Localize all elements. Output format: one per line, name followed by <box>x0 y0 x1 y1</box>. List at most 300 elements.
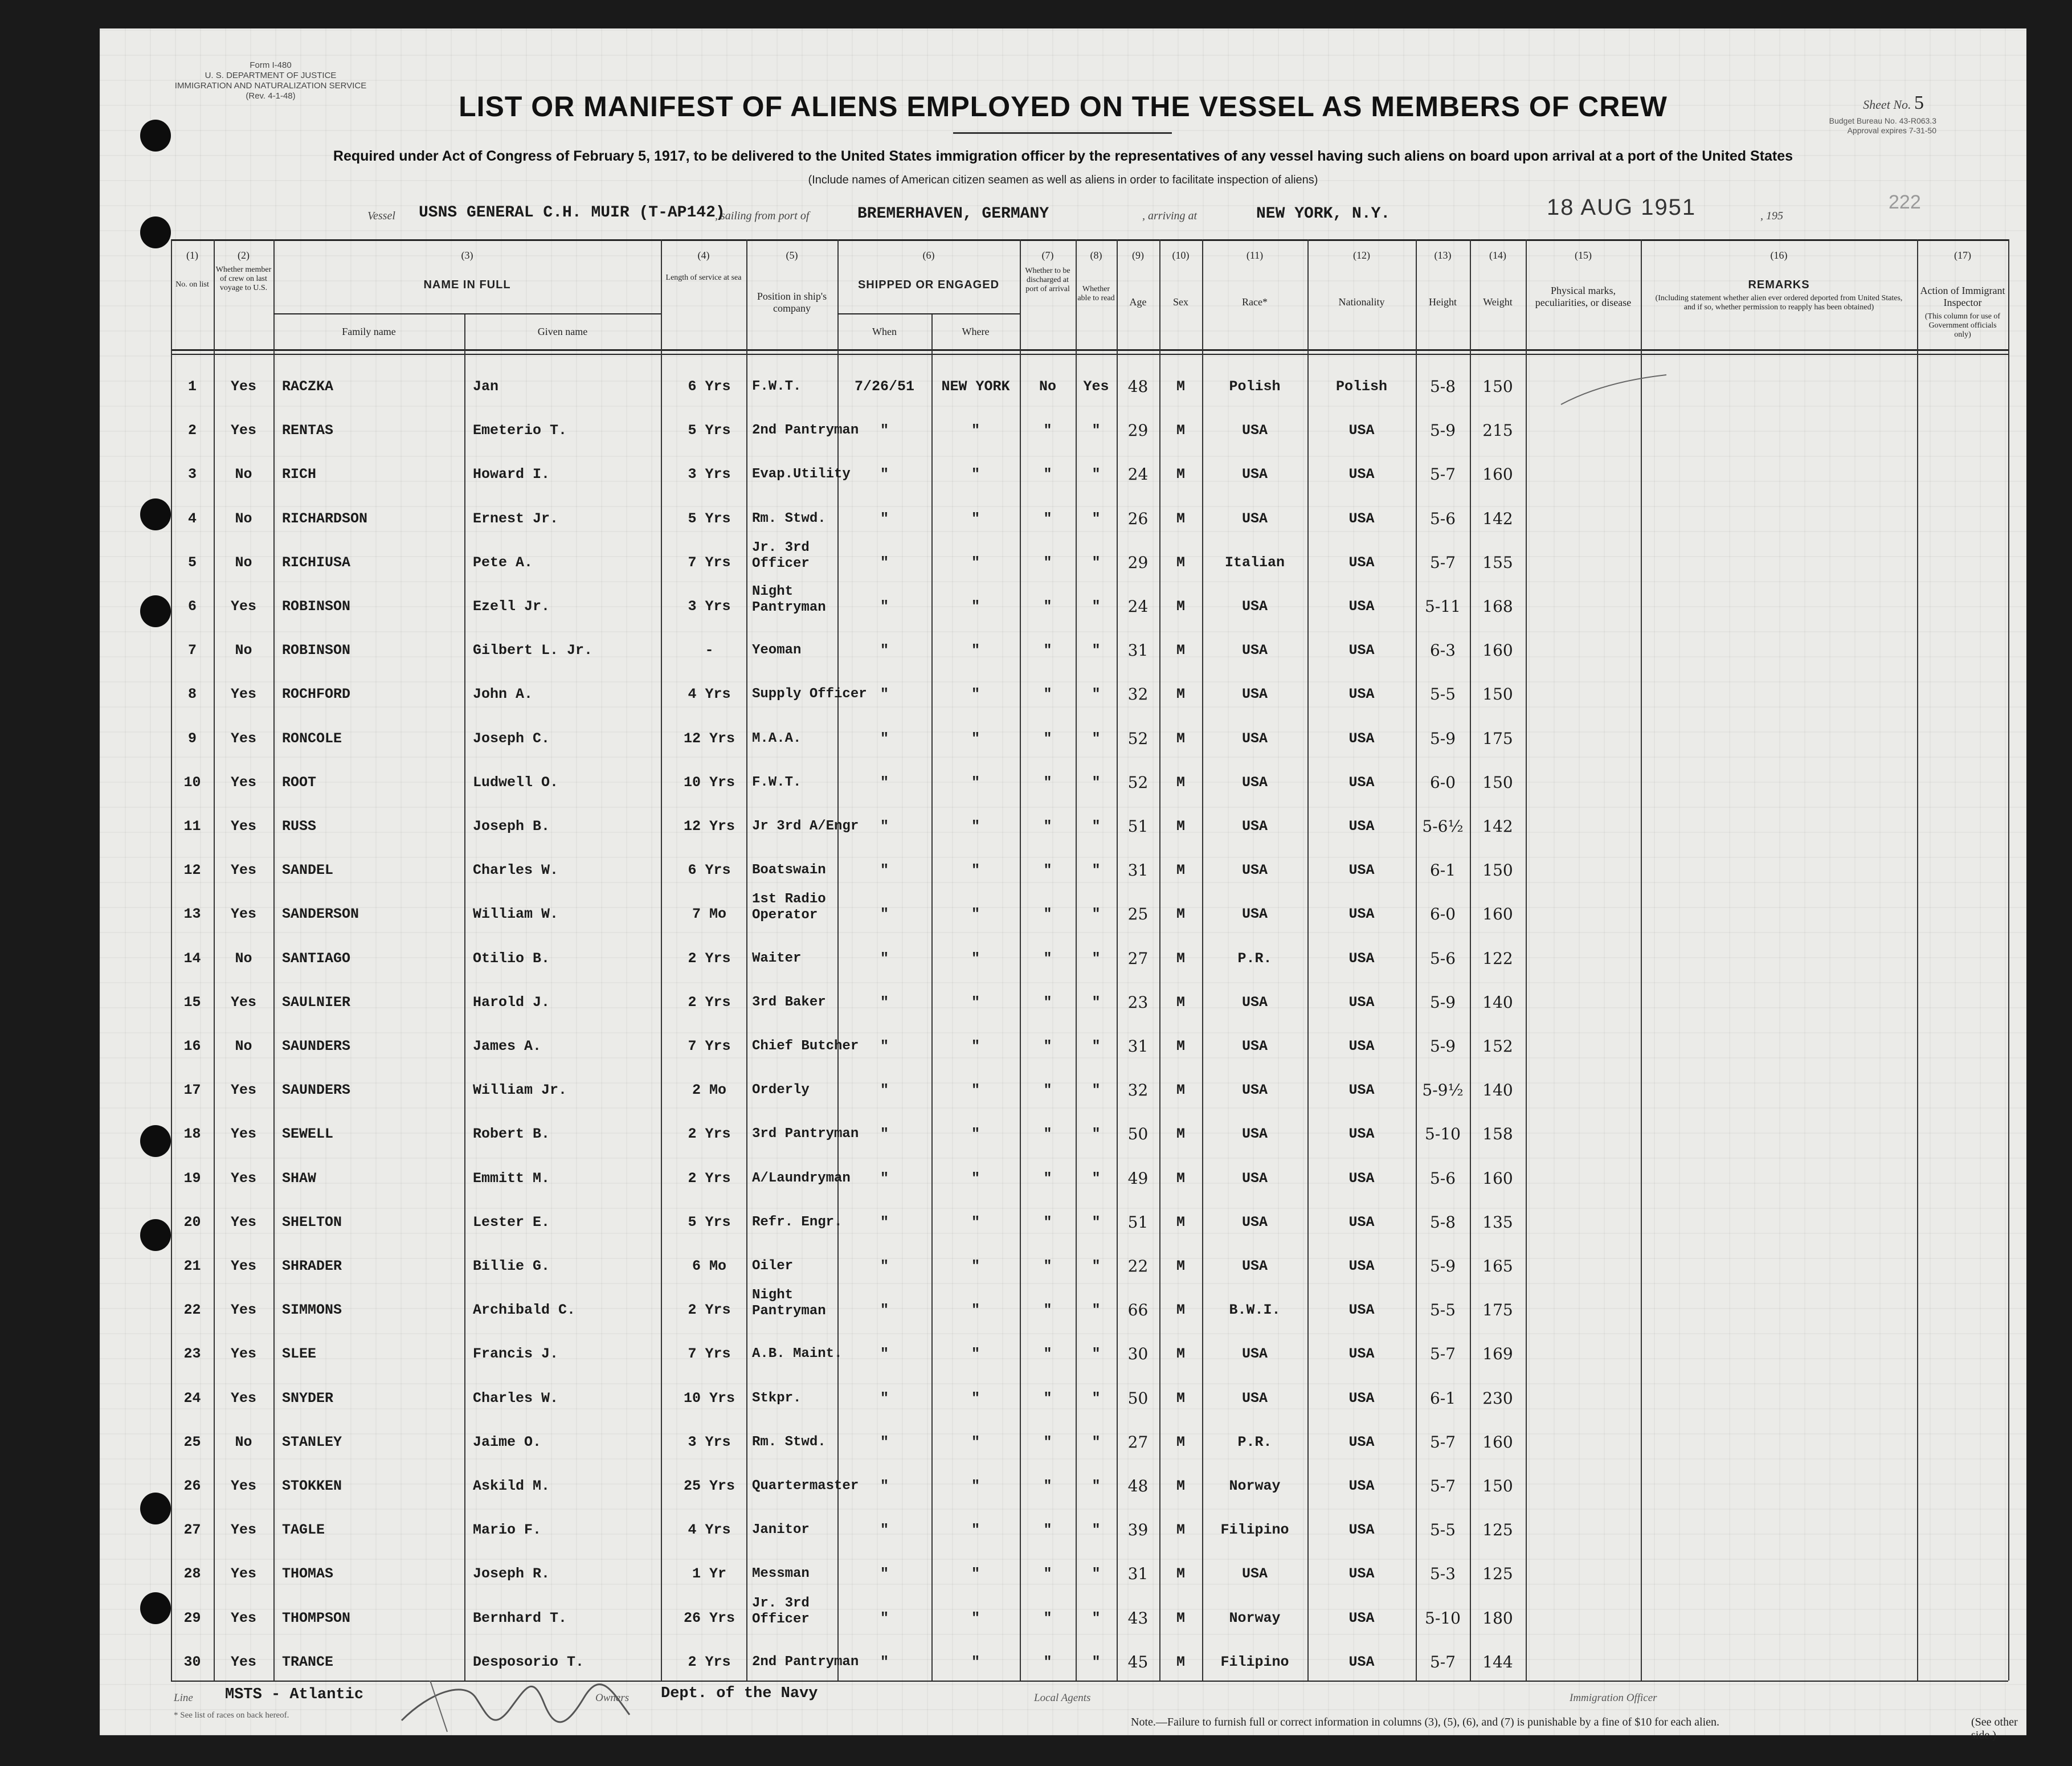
height: 6-1 <box>1429 1388 1456 1408</box>
discharged: " <box>1043 1565 1052 1583</box>
race: USA <box>1241 1126 1268 1143</box>
prev-voyage: Yes <box>230 1213 256 1231</box>
row-number: 9 <box>187 730 197 747</box>
service-length: 6 Mo <box>692 1258 726 1274</box>
discharged: " <box>1043 774 1052 791</box>
document-title: LIST OR MANIFEST OF ALIENS EMPLOYED ON THE VESSEL AS MEMBERS OF CREW <box>459 91 1668 122</box>
shipped-where: " <box>971 1170 980 1187</box>
table-top-rule <box>171 239 2008 241</box>
position: Night Pantryman <box>752 1287 826 1319</box>
prev-voyage: Yes <box>230 906 256 923</box>
height: 5-9 <box>1429 1037 1456 1056</box>
col10-header: Sex <box>1173 296 1188 308</box>
sex: M <box>1176 1522 1185 1539</box>
service-length: 6 Yrs <box>688 378 731 395</box>
given-name: Joseph B. <box>473 818 550 835</box>
column-divider <box>2008 239 2009 1681</box>
able-to-read: " <box>1092 1038 1101 1054</box>
nationality: USA <box>1348 1346 1375 1363</box>
family-name: SANDERSON <box>282 906 359 923</box>
row-number: 10 <box>183 774 201 791</box>
family-name: TRANCE <box>282 1653 334 1670</box>
discharged: " <box>1043 1346 1052 1363</box>
binder-hole <box>140 498 171 530</box>
row-number: 30 <box>183 1653 201 1670</box>
service-length: 2 Yrs <box>688 1653 731 1670</box>
service-length: 7 Yrs <box>688 1038 731 1054</box>
discharged: " <box>1043 862 1052 879</box>
weight: 142 <box>1482 509 1513 528</box>
nationality: USA <box>1348 642 1375 659</box>
position: M.A.A. <box>752 730 802 746</box>
shipped-when: " <box>880 1433 889 1450</box>
see-other-side: (See other side.) <box>1971 1716 2018 1742</box>
prev-voyage: No <box>235 950 252 967</box>
prev-voyage: Yes <box>230 1609 256 1626</box>
service-length: 26 Yrs <box>683 1609 735 1626</box>
weight: 165 <box>1482 1257 1513 1276</box>
sex: M <box>1176 862 1185 879</box>
form-number: Form I-480 <box>250 60 292 70</box>
col11-header: Race* <box>1242 296 1268 308</box>
family-name: SHELTON <box>282 1213 342 1231</box>
sex: M <box>1176 466 1185 483</box>
sex: M <box>1176 1653 1185 1670</box>
service-length: 3 Yrs <box>688 466 731 483</box>
given-name: James A. <box>473 1038 542 1054</box>
position: 1st Radio Operator <box>752 892 826 923</box>
discharged: No <box>1039 378 1056 395</box>
family-name: SHRADER <box>282 1258 342 1274</box>
given-name: Joseph R. <box>473 1565 550 1583</box>
weight: 215 <box>1482 421 1513 440</box>
age: 25 <box>1127 905 1149 924</box>
height: 5-5 <box>1429 1301 1456 1320</box>
race: USA <box>1241 466 1268 483</box>
family-name: RACZKA <box>282 378 334 395</box>
family-name: SEWELL <box>282 1126 334 1143</box>
nationality: USA <box>1348 950 1375 967</box>
row-number: 19 <box>183 1170 201 1187</box>
shipped-where: NEW YORK <box>941 378 1010 395</box>
service-length: 3 Yrs <box>688 598 731 615</box>
age: 22 <box>1127 1257 1149 1276</box>
family-name: TAGLE <box>282 1522 325 1539</box>
weight: 152 <box>1482 1037 1513 1056</box>
nationality: USA <box>1348 1082 1375 1099</box>
able-to-read: " <box>1092 1389 1101 1407</box>
race: USA <box>1241 774 1268 791</box>
family-name: SANDEL <box>282 862 334 879</box>
shipped-when: " <box>880 1609 889 1626</box>
given-name: Jan <box>473 378 499 395</box>
col16-number: (16) <box>1770 250 1788 261</box>
row-number: 24 <box>183 1389 201 1407</box>
service-length: 7 Yrs <box>688 554 731 571</box>
sex: M <box>1176 1433 1185 1450</box>
shipped-where: " <box>971 1126 980 1143</box>
age: 50 <box>1127 1388 1149 1408</box>
row-number: 18 <box>183 1126 201 1143</box>
shipped-where: " <box>971 1653 980 1670</box>
discharged: " <box>1043 510 1052 527</box>
family-name: SLEE <box>282 1346 317 1363</box>
age: 29 <box>1127 553 1149 572</box>
name-split-divider <box>464 313 465 1681</box>
family-name: ROBINSON <box>282 642 351 659</box>
weight: 230 <box>1482 1388 1513 1408</box>
shipped-where: " <box>971 422 980 439</box>
height: 5-7 <box>1429 1477 1456 1495</box>
position: Night Pantryman <box>752 584 826 615</box>
row-number: 25 <box>183 1433 201 1450</box>
service-length: 5 Yrs <box>688 510 731 527</box>
service-length: 5 Yrs <box>688 1213 731 1231</box>
given-name: Lester E. <box>473 1213 550 1231</box>
discharged: " <box>1043 1522 1052 1539</box>
row-number: 20 <box>183 1213 201 1231</box>
family-name: SAUNDERS <box>282 1082 351 1099</box>
nationality: USA <box>1348 906 1375 923</box>
family-name: ROBINSON <box>282 598 351 615</box>
able-to-read: " <box>1092 554 1101 571</box>
service-length: - <box>705 642 714 659</box>
prev-voyage: No <box>235 1038 252 1054</box>
shipped-when: " <box>880 1213 889 1231</box>
service-length: 2 Yrs <box>688 1126 731 1143</box>
height: 5-8 <box>1429 1212 1456 1232</box>
family-name: STANLEY <box>282 1433 342 1450</box>
prev-voyage: Yes <box>230 818 256 835</box>
row-number: 15 <box>183 994 201 1011</box>
col14-number: (14) <box>1489 250 1506 261</box>
col6a-header: When <box>872 326 897 337</box>
race: Italian <box>1224 554 1285 571</box>
shipped-where: " <box>971 1302 980 1319</box>
sex: M <box>1176 994 1185 1011</box>
family-name: RENTAS <box>282 422 334 439</box>
row-number: 22 <box>183 1302 201 1319</box>
race: USA <box>1241 642 1268 659</box>
header-double-rule <box>171 354 2008 355</box>
position: F.W.T. <box>752 379 802 394</box>
shipped-where: " <box>971 950 980 967</box>
shipped-where: " <box>971 862 980 879</box>
race: P.R. <box>1237 950 1272 967</box>
height: 5-6 <box>1429 949 1456 968</box>
sailing-port: BREMERHAVEN, GERMANY <box>857 205 1049 223</box>
position: Waiter <box>752 950 802 966</box>
age: 48 <box>1127 377 1149 396</box>
shipped-where: " <box>971 818 980 835</box>
penalty-note: Note.—Failure to furnish full or correct information in columns (3), (5), (6), and (7) is punishable by a fine of $10 for each alien. <box>1131 1716 1720 1728</box>
race: Filipino <box>1220 1522 1289 1539</box>
row-number: 27 <box>183 1522 201 1539</box>
nationality: USA <box>1348 1213 1375 1231</box>
col17-header: Action of Immigrant Inspector <box>1920 285 2005 308</box>
service-length: 2 Mo <box>692 1082 726 1099</box>
sex: M <box>1176 1346 1185 1363</box>
position: 3rd Pantryman <box>752 1126 859 1142</box>
include-note: (Include names of American citizen seamen as well as aliens in order to facilitate inspection of aliens) <box>808 174 1318 186</box>
shipped-where: " <box>971 906 980 923</box>
column-divider <box>1917 239 1918 1681</box>
position: 2nd Pantryman <box>752 1654 859 1670</box>
nationality: USA <box>1348 818 1375 835</box>
row-number: 16 <box>183 1038 201 1054</box>
height: 6-0 <box>1429 905 1456 924</box>
race: USA <box>1241 906 1268 923</box>
position: Boatswain <box>752 862 826 878</box>
row-number: 13 <box>183 906 201 923</box>
line-value: MSTS - Atlantic <box>225 1686 364 1703</box>
able-to-read: Yes <box>1083 378 1109 395</box>
weight: 160 <box>1482 641 1513 660</box>
race: USA <box>1241 1170 1268 1187</box>
height: 5-7 <box>1429 1344 1456 1364</box>
able-to-read: " <box>1092 1126 1101 1143</box>
column-divider <box>746 239 747 1681</box>
col5-header: Position in ship's company <box>757 291 827 314</box>
shipped-when: " <box>880 1653 889 1670</box>
weight: 150 <box>1482 685 1513 704</box>
pencil-mark <box>1558 370 1672 410</box>
col14-header: Weight <box>1483 296 1513 308</box>
able-to-read: " <box>1092 1213 1101 1231</box>
given-name: Howard I. <box>473 466 550 483</box>
prev-voyage: Yes <box>230 422 256 439</box>
able-to-read: " <box>1092 642 1101 659</box>
vessel-name: USNS GENERAL C.H. MUIR (T-AP142) <box>419 204 725 222</box>
nationality: USA <box>1348 554 1375 571</box>
row-number: 7 <box>187 642 197 659</box>
weight: 150 <box>1482 1477 1513 1495</box>
binder-hole <box>140 120 171 152</box>
col6-header: SHIPPED OR ENGAGED <box>857 279 1000 291</box>
name-subheader-rule <box>273 313 661 314</box>
family-name: SAULNIER <box>282 994 351 1011</box>
sex: M <box>1176 1565 1185 1583</box>
vessel-label: Vessel <box>367 210 395 222</box>
family-name: ROOT <box>282 774 317 791</box>
discharged: " <box>1043 1302 1052 1319</box>
binder-hole <box>140 595 171 627</box>
prev-voyage: Yes <box>230 1565 256 1583</box>
shipped-where: " <box>971 554 980 571</box>
local-agents-label: Local Agents <box>1034 1692 1091 1704</box>
able-to-read: " <box>1092 1565 1101 1583</box>
sex: M <box>1176 730 1185 747</box>
shipped-when: " <box>880 642 889 659</box>
col8-number: (8) <box>1090 250 1102 261</box>
row-number: 3 <box>187 466 197 483</box>
shipped-where: " <box>971 1258 980 1274</box>
sex: M <box>1176 1082 1185 1099</box>
family-name: RICH <box>282 466 317 483</box>
sex: M <box>1176 598 1185 615</box>
age: 52 <box>1127 729 1149 748</box>
weight: 150 <box>1482 772 1513 792</box>
col16-header: REMARKS <box>1748 279 1810 291</box>
sex: M <box>1176 774 1185 791</box>
nationality: USA <box>1348 1609 1375 1626</box>
race: USA <box>1241 1082 1268 1099</box>
prev-voyage: Yes <box>230 378 256 395</box>
shipped-when: " <box>880 1565 889 1583</box>
age: 31 <box>1127 1037 1149 1056</box>
given-name: Ludwell O. <box>473 774 559 791</box>
given-name: Charles W. <box>473 1389 559 1407</box>
prev-voyage: Yes <box>230 774 256 791</box>
shipped-when: " <box>880 598 889 615</box>
col15-header: Physical marks, peculiarities, or disease <box>1535 285 1632 308</box>
prev-voyage: Yes <box>230 1478 256 1494</box>
age: 43 <box>1127 1608 1149 1628</box>
shipped-where: " <box>971 1478 980 1494</box>
height: 5-9 <box>1429 1257 1456 1276</box>
col1-header: No. on list <box>175 280 209 289</box>
shipped-when: " <box>880 862 889 879</box>
sex: M <box>1176 950 1185 967</box>
row-number: 6 <box>187 598 197 615</box>
race: USA <box>1241 598 1268 615</box>
able-to-read: " <box>1092 598 1101 615</box>
shipped-when: 7/26/51 <box>854 378 915 395</box>
height: 5-9 <box>1429 729 1456 748</box>
race: B.W.I. <box>1229 1302 1281 1319</box>
sex: M <box>1176 1478 1185 1494</box>
service-length: 10 Yrs <box>683 774 735 791</box>
sex: M <box>1176 1038 1185 1054</box>
shipped-when: " <box>880 1258 889 1274</box>
weight: 160 <box>1482 1432 1513 1452</box>
given-name: Robert B. <box>473 1126 550 1143</box>
row-number: 28 <box>183 1565 201 1583</box>
race: USA <box>1241 1389 1268 1407</box>
height: 6-1 <box>1429 861 1456 880</box>
height: 5-10 <box>1425 1125 1461 1144</box>
race: USA <box>1241 422 1268 439</box>
service-length: 25 Yrs <box>683 1478 735 1494</box>
family-name: RICHIUSA <box>282 554 351 571</box>
height: 5-3 <box>1429 1564 1456 1584</box>
shipped-when: " <box>880 906 889 923</box>
given-name: Ernest Jr. <box>473 510 559 527</box>
row-number: 1 <box>187 378 197 395</box>
given-name: Ezell Jr. <box>473 598 550 615</box>
sex: M <box>1176 422 1185 439</box>
shipped-where: " <box>971 1082 980 1099</box>
age: 27 <box>1127 949 1149 968</box>
binder-hole <box>140 1592 171 1624</box>
row-number: 8 <box>187 686 197 703</box>
prev-voyage: Yes <box>230 1126 256 1143</box>
sailing-label: , sailing from port of <box>715 210 810 222</box>
age: 66 <box>1127 1301 1149 1320</box>
age: 24 <box>1127 465 1149 484</box>
age: 50 <box>1127 1125 1149 1144</box>
race: Norway <box>1229 1478 1281 1494</box>
able-to-read: " <box>1092 862 1101 879</box>
discharged: " <box>1043 1038 1052 1054</box>
given-name: Otilio B. <box>473 950 550 967</box>
shipped-where: " <box>971 1433 980 1450</box>
family-name: SIMMONS <box>282 1302 342 1319</box>
nationality: USA <box>1348 466 1375 483</box>
col1-number: (1) <box>186 250 198 261</box>
races-footnote: * See list of races on back hereof. <box>174 1711 289 1720</box>
col12-number: (12) <box>1353 250 1370 261</box>
age: 45 <box>1127 1652 1149 1671</box>
weight: 125 <box>1482 1564 1513 1584</box>
age: 51 <box>1127 1212 1149 1232</box>
discharged: " <box>1043 1389 1052 1407</box>
able-to-read: " <box>1092 466 1101 483</box>
sex: M <box>1176 1126 1185 1143</box>
prev-voyage: Yes <box>230 598 256 615</box>
able-to-read: " <box>1092 1082 1101 1099</box>
col10-number: (10) <box>1172 250 1190 261</box>
position: Rm. Stwd. <box>752 1434 826 1450</box>
position: A.B. Maint. <box>752 1346 843 1362</box>
discharged: " <box>1043 1213 1052 1231</box>
family-name: RICHARDSON <box>282 510 368 527</box>
col11-number: (11) <box>1246 250 1264 261</box>
nationality: USA <box>1348 1389 1375 1407</box>
year-label: , 195 <box>1760 210 1783 222</box>
col4-number: (4) <box>697 250 710 261</box>
shipped-where: " <box>971 1389 980 1407</box>
sex: M <box>1176 510 1185 527</box>
col17-number: (17) <box>1954 250 1971 261</box>
family-name: THOMAS <box>282 1565 334 1583</box>
col13-header: Height <box>1429 296 1457 308</box>
family-name: ROCHFORD <box>282 686 351 703</box>
position: 3rd Baker <box>752 994 826 1010</box>
form-revision: (Rev. 4-1-48) <box>246 91 296 101</box>
discharged: " <box>1043 1126 1052 1143</box>
service-length: 10 Yrs <box>683 1389 735 1407</box>
shipped-where: " <box>971 1565 980 1583</box>
row-number: 5 <box>187 554 197 571</box>
family-name: STOKKEN <box>282 1478 342 1494</box>
service-length: 6 Yrs <box>688 862 731 879</box>
shipped-when: " <box>880 774 889 791</box>
sex: M <box>1176 642 1185 659</box>
prev-voyage: Yes <box>230 1302 256 1319</box>
row-number: 29 <box>183 1609 201 1626</box>
height: 5-10 <box>1425 1608 1461 1628</box>
weight: 135 <box>1482 1212 1513 1232</box>
age: 26 <box>1127 509 1149 528</box>
shipped-where: " <box>971 774 980 791</box>
discharged: " <box>1043 906 1052 923</box>
given-name: Bernhard T. <box>473 1609 567 1626</box>
able-to-read: " <box>1092 1478 1101 1494</box>
service-length: 2 Yrs <box>688 950 731 967</box>
sheet-number-label: Sheet No. <box>1863 97 1911 112</box>
sex: M <box>1176 686 1185 703</box>
able-to-read: " <box>1092 774 1101 791</box>
age: 31 <box>1127 641 1149 660</box>
weight: 150 <box>1482 377 1513 396</box>
nationality: USA <box>1348 1170 1375 1187</box>
shipped-when: " <box>880 1038 889 1054</box>
race: USA <box>1241 1038 1268 1054</box>
given-name: Harold J. <box>473 994 550 1011</box>
race: USA <box>1241 862 1268 879</box>
position: A/Laundryman <box>752 1170 851 1186</box>
